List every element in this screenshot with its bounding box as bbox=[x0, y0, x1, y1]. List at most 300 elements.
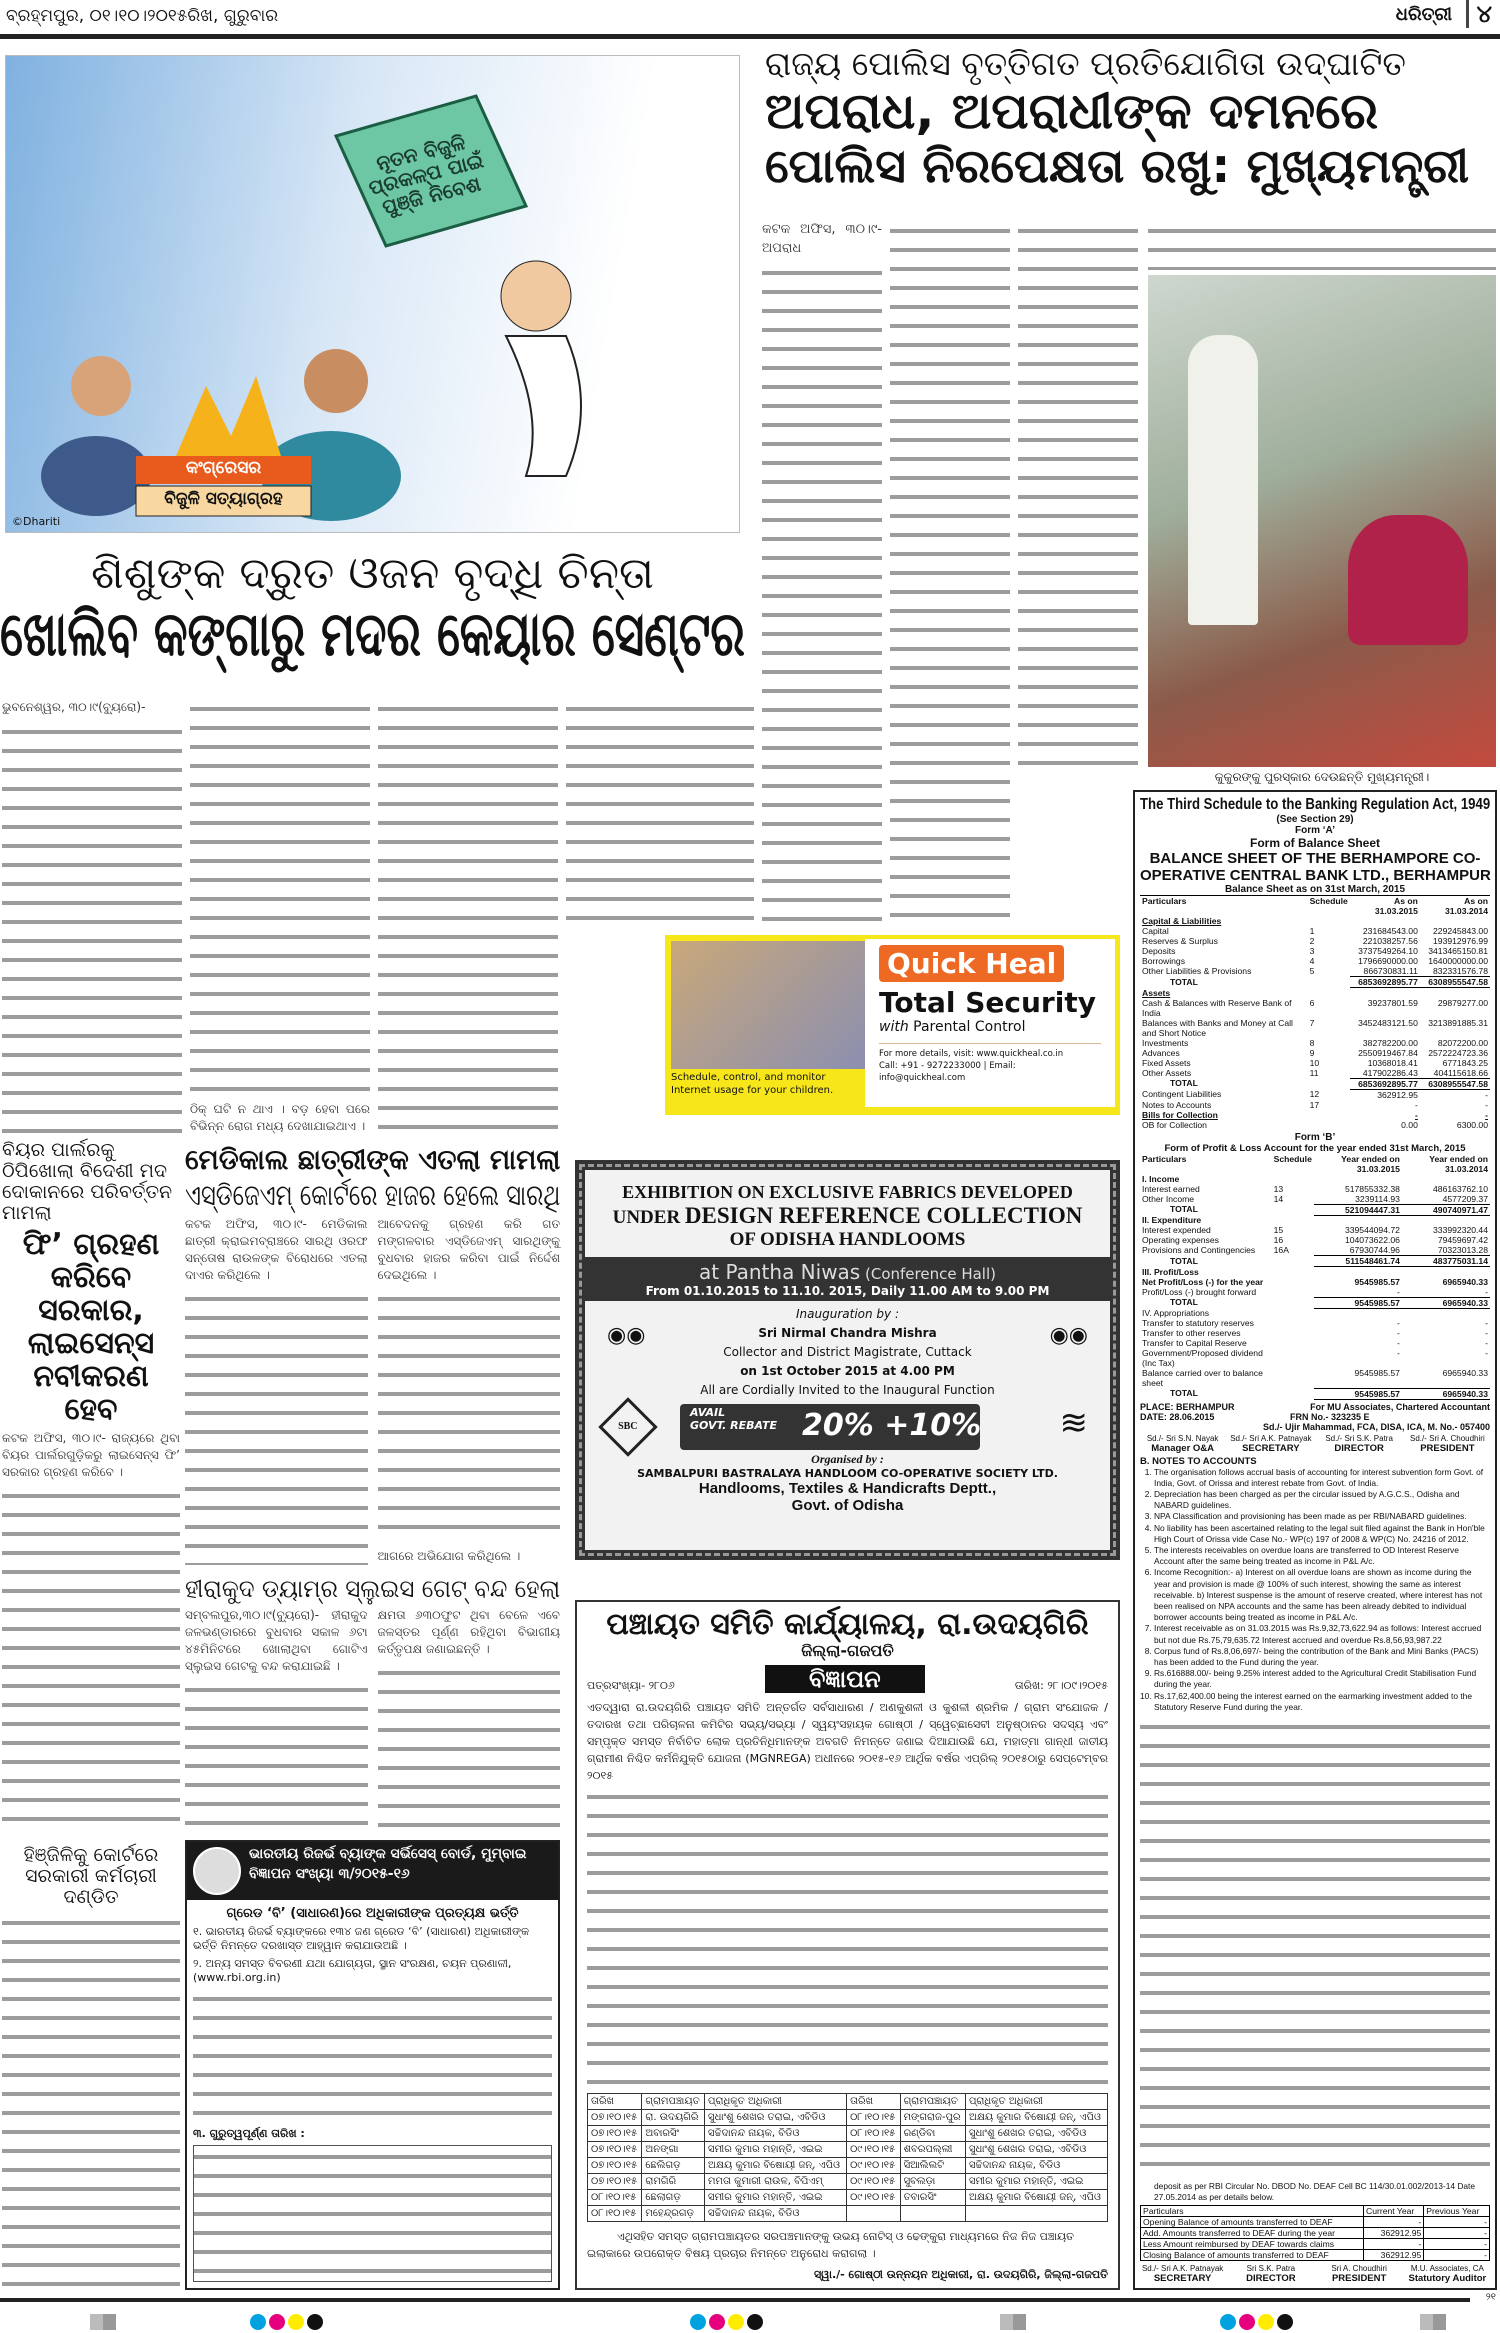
bs-deaf-intro: deposit as per RBI Circular No. DBOD No. DEAF Cell BC 114/30.01.002/2013-14 Date 27.05.2014 as per details below. bbox=[1154, 2180, 1476, 2202]
table-cell: OB for Collection bbox=[1142, 1119, 1207, 1130]
table-cell: - bbox=[1415, 1109, 1418, 1120]
table-cell: Profit/Loss (-) brought forward bbox=[1142, 1286, 1257, 1297]
exh-venue: at Pantha Niwas bbox=[699, 1260, 861, 1284]
panchayat-notice bbox=[575, 1600, 1120, 2290]
table-cell: 362912.95 bbox=[1364, 2250, 1424, 2261]
ad-details[interactable]: For more details, visit: www.quickheal.co.in bbox=[879, 1049, 1064, 1059]
table-cell: - bbox=[1485, 1318, 1488, 1328]
table-cell: ମହେନ୍ଦ୍ରଗଡ଼ bbox=[642, 2206, 705, 2222]
table-row bbox=[1140, 1110, 1490, 1120]
table-cell: 13 bbox=[1273, 1183, 1284, 1194]
note-item: 6. Income Recognition:- a) Interest on all overdue loans are shown as income during the year and provision is made @ 100% of such interest, showing the same as interest receivable. b) Interest suspense is the amount of reserve created, where interest has not been realised on NPA accounts and the same has been already debited to individual borrower accounts being treated as income in P&L A/c. bbox=[1154, 1567, 1490, 1623]
table-cell bbox=[1402, 1174, 1490, 1184]
durga-eyes-icon-right: ◉◉ bbox=[1049, 1322, 1088, 1347]
table-cell: ସମୀର କୁମାର ମହାନ୍ତି, ଏଇଇ bbox=[965, 2174, 1107, 2190]
exhibition-ad[interactable] bbox=[575, 1160, 1120, 1560]
column-header: Current Year bbox=[1364, 2206, 1424, 2217]
table-cell: - bbox=[1424, 2228, 1490, 2239]
table-cell: TOTAL bbox=[1170, 976, 1198, 987]
signatory bbox=[1405, 2264, 1490, 2284]
panchayat-body: ଏତଦ୍ୱାରା ରା.ଉଦୟଗିରି ପଞ୍ଚାୟତ ସମିତି ଅନ୍ତର୍ଗତ ସର୍ବସାଧାରଣ / ଅଣକୁଶଳୀ ଓ କୁଶଳୀ ଶ୍ରମିକ / ଗ୍ରାମ ସଂଯୋଜକ / ତଦାରଖ ତଥା ପରିଚାଳନା କମିଟିର ସଭ୍ୟ/ସଭ୍ୟା / ସ୍ୱୟଂସହାୟକ ଗୋଷ୍ଠୀ / ସ୍ୱେଚ୍ଛାସେବୀ ଅନୁଷ୍ଠାନର ସଦସ୍ୟ ଏବଂ ସମ୍ପୃକ୍ତ ସମସ୍ତ ନିର୍ବାଚିତ ଲୋକ ପ୍ରତିନିଧିମାନଙ୍କ ଅବଗତି ନିମନ୍ତେ ଜଣାଇ ଦିଆଯାଉଛି ଯେ, ମହାତ୍ମା ଗାନ୍ଧୀ ଜାତୀୟ ଗ୍ରାମୀଣ ନିଶ୍ଚିତ କର୍ମନିଯୁକ୍ତି ଯୋଜନା (MGNREGA) ଅଧୀନରେ ୨୦୧୫-୧୬ ଆର୍ଥିକ ବର୍ଷର ଏପ୍ରିଲ୍ ୨୦୧୫ଠାରୁ ସେପ୍ଟେମ୍ବର ୨୦୧୫ bbox=[587, 1701, 1108, 1782]
table-cell: - bbox=[1485, 1089, 1488, 1100]
table-cell: - bbox=[1485, 1338, 1488, 1348]
column-header: Year ended on 31.03.2015 bbox=[1341, 1153, 1400, 1174]
table-cell: 362912.95 bbox=[1377, 1089, 1418, 1100]
table-cell: Interest earned bbox=[1142, 1183, 1200, 1194]
panchayat-letter-no: ପତ୍ରସଂଖ୍ୟା- ୨୮୦୬ bbox=[587, 1679, 675, 1692]
table-row bbox=[1141, 2250, 1490, 2261]
bs-frn: FRN No.- 323235 E bbox=[1290, 1411, 1370, 1422]
exh-invite: All are Cordially Invited to the Inaugural Function bbox=[700, 1383, 995, 1397]
signatory bbox=[1228, 2264, 1313, 2284]
signatory-name: Sd./- Sri S.N. Nayak bbox=[1146, 1433, 1219, 1443]
table-cell: ସୁଧାଂଶୁ ଶେଖର ତରାଇ, ଏବିଡିଓ bbox=[965, 2126, 1107, 2142]
table-cell: Advances bbox=[1142, 1047, 1180, 1058]
table-cell: 521094447.31 bbox=[1314, 1204, 1402, 1215]
signatory bbox=[1228, 1434, 1313, 1454]
registration-dot bbox=[288, 2314, 304, 2330]
signatory bbox=[1317, 1434, 1402, 1454]
table-row bbox=[1140, 1058, 1490, 1068]
exh-inaugurator: Sri Nirmal Chandra Mishra bbox=[758, 1326, 937, 1340]
ad-contact[interactable]: Call: +91 - 9272233000 | Email: info@quickheal.com bbox=[879, 1061, 1016, 1083]
rbi-item-3: ୩. ଗୁରୁତ୍ୱପୂର୍ଣ୍ଣ ତାରିଖ : bbox=[193, 2127, 305, 2140]
table-cell: 9545985.57 bbox=[1354, 1368, 1400, 1378]
panchayat-signature: ସ୍ୱା./- ଗୋଷ୍ଠୀ ଉନ୍ନୟନ ଅଧିକାରୀ, ରା. ଉଦୟଗିରି, ଜିଲ୍ଲା-ଗଜପତି bbox=[813, 2268, 1108, 2281]
table-cell: 866730831.11 bbox=[1363, 966, 1418, 976]
note-item: 9. Rs.616888.00/- being 9.25% interest added to the Agricultural Credit Stabilisation Fund during the year. bbox=[1154, 1668, 1490, 1690]
table-row bbox=[1140, 936, 1490, 946]
registration-dot bbox=[690, 2314, 706, 2330]
table-cell bbox=[1402, 1308, 1490, 1318]
table-row bbox=[1140, 1368, 1490, 1388]
note-item: 5. The interests receivables on overdue loans are transferred to OD Interest Reserve Account after the same being treated as income in P&L A/c. bbox=[1154, 1545, 1490, 1567]
column-header: ଗ୍ରାମପଞ୍ଚାୟତ bbox=[642, 2094, 705, 2110]
table-cell: Other Liabilities & Provisions bbox=[1142, 966, 1252, 976]
table-cell: ସୁଧାଂଶୁ ଶେଖର ତରାଇ, ଏବିଡିଓ bbox=[965, 2142, 1107, 2158]
table-cell: - bbox=[1397, 1286, 1400, 1297]
ad-brand: Quick Heal bbox=[879, 945, 1064, 982]
table-row bbox=[1140, 1388, 1490, 1399]
lead-dateline: କଟକ ଅଫିସ, ୩୦।୯- ଅପରାଧ bbox=[762, 222, 882, 256]
table-cell bbox=[1314, 1174, 1402, 1184]
bs-section: (See Section 29) bbox=[1276, 814, 1354, 825]
table-cell: ତବାରସିଂ bbox=[900, 2190, 965, 2206]
table-cell: 6965940.33 bbox=[1402, 1297, 1490, 1308]
kangaroo-col4 bbox=[566, 698, 754, 925]
table-cell: TOTAL bbox=[1170, 1297, 1198, 1307]
table-row bbox=[1140, 1287, 1490, 1298]
table-cell bbox=[1402, 1215, 1490, 1225]
table-cell: ସୁଧାଂଶୁ ଶେଖର ତରାଇ, ଏବିଡିଓ bbox=[705, 2110, 847, 2126]
table-cell: ଅକ୍ଷୟ କୁମାର ବିଷୋୟୀ ଜନ୍, ଏପିଓ bbox=[965, 2110, 1107, 2126]
table-cell bbox=[1308, 916, 1350, 926]
note-item: 7. Interest receivable as on 31.03.2015 was Rs.9,32,73,622.94 as follows: Interest accrued but not due Rs.75,79,635.72 Interest accrued and overdue Rs.8,56,93,987.22 bbox=[1154, 1623, 1490, 1645]
table-cell: 6308955547.58 bbox=[1420, 977, 1490, 988]
table-row bbox=[1140, 956, 1490, 966]
court-headline: ହିଞ୍ଜିଳିକୁ କୋର୍ଟରେ ସରକାରୀ କର୍ମଚାରୀ ଦଣ୍ଡିତ bbox=[23, 1844, 159, 1908]
table-cell: - bbox=[1424, 2239, 1490, 2250]
table-row bbox=[1140, 977, 1490, 988]
cartoon-credit: ©Dhariti bbox=[12, 515, 61, 528]
table-cell: - bbox=[1364, 2239, 1424, 2250]
table-cell: Provisions and Contingencies bbox=[1142, 1245, 1256, 1255]
table-cell bbox=[1350, 988, 1420, 998]
table-cell: 1796690000.00 bbox=[1358, 956, 1418, 966]
bs-bank-1: BALANCE SHEET OF THE BERHAMPORE CO- bbox=[1149, 850, 1481, 867]
kangaroo-col1-block bbox=[2, 698, 182, 1133]
table-row bbox=[1140, 1297, 1490, 1308]
table-row bbox=[1140, 1348, 1490, 1368]
table-row bbox=[1140, 946, 1490, 956]
table-row bbox=[1140, 1225, 1490, 1235]
cartoon-drawing bbox=[6, 56, 741, 534]
header-rule bbox=[0, 34, 1500, 39]
table-cell: 39237801.59 bbox=[1367, 997, 1418, 1008]
hirakud-headline: ହୀରାକୁଦ ଡ୍ୟାମ୍‌ର ସ୍ଲୁଇସ ଗେଟ୍ ବନ୍ଦ ହେଲା bbox=[185, 1574, 561, 1603]
table-cell: ଅକ୍ଷୟ କୁମାର ବିଷୋୟୀ ଜନ୍, ଏପିଓ bbox=[965, 2190, 1107, 2206]
profit-loss-table bbox=[1140, 1154, 1490, 1400]
table-cell: 832331576.78 bbox=[1433, 966, 1488, 976]
table-row bbox=[1140, 1018, 1490, 1038]
kangaroo-col3 bbox=[378, 698, 558, 1135]
bs-auditor: For MU Associates, Chartered Accountant bbox=[1310, 1401, 1490, 1412]
table-cell bbox=[1308, 1120, 1350, 1130]
bs-notes-list bbox=[1140, 1467, 1490, 1713]
table-row bbox=[588, 2126, 1108, 2142]
table-cell: 9545985.57 bbox=[1314, 1388, 1402, 1399]
table-cell: Investments bbox=[1142, 1037, 1189, 1048]
table-cell: Transfer to statutory reserves bbox=[1142, 1318, 1254, 1328]
table-cell: 79459697.42 bbox=[1437, 1235, 1488, 1245]
table-row bbox=[1141, 2217, 1490, 2228]
table-cell: - bbox=[1485, 1099, 1488, 1110]
exh-govt: Govt. of Odisha bbox=[791, 1497, 904, 1514]
table-cell: Capital & Liabilities bbox=[1142, 916, 1222, 926]
cartoon-sign-line1: କଂଗ୍ରେସର bbox=[185, 458, 262, 478]
medical-text-2 bbox=[378, 1288, 561, 1544]
table-cell bbox=[1272, 1204, 1314, 1215]
table-cell: TOTAL bbox=[1170, 1255, 1198, 1266]
registration-dot bbox=[1277, 2314, 1293, 2330]
table-cell: ସମୀର କୁମାର ମହାନ୍ତି, ଏଇଇ bbox=[705, 2190, 847, 2206]
medical-story bbox=[185, 1145, 560, 1565]
gray-patch bbox=[1000, 2314, 1026, 2330]
registration-dot bbox=[269, 2314, 285, 2330]
table-cell: ୦୮।୧୦।୧୫ bbox=[588, 2206, 642, 2222]
lead-text-col4 bbox=[1148, 220, 1496, 270]
quickheal-ad[interactable] bbox=[665, 935, 1120, 1115]
table-cell: 82072200.00 bbox=[1437, 1037, 1488, 1048]
signatory-role: DIRECTOR bbox=[1246, 2273, 1296, 2284]
table-cell: 2572224723.36 bbox=[1428, 1047, 1488, 1058]
newspaper-logo: ଧରିତ୍ରୀ bbox=[1395, 4, 1452, 25]
table-cell: 5 bbox=[1309, 966, 1315, 976]
panchayat-date: ତାରିଖ: ୨୮।୦୯।୨୦୧୫ bbox=[1014, 1679, 1108, 1692]
bs-pl-title: Form of Profit & Loss Account for the year ended 31st March, 2015 bbox=[1164, 1142, 1466, 1154]
table-cell bbox=[900, 2206, 965, 2222]
exh-line2a: UNDER bbox=[612, 1207, 685, 1228]
rbi-subtitle: ଗ୍ରେଡ ‘ବି’ (ସାଧାରଣ)ରେ ଅଧିକାରୀଙ୍କ ପ୍ରତ୍ୟକ୍ଷ ଭର୍ତ୍ତି bbox=[226, 1906, 519, 1921]
table-cell: 6965940.33 bbox=[1442, 1276, 1488, 1287]
table-cell: 362912.95 bbox=[1364, 2228, 1424, 2239]
table-cell: 483775031.14 bbox=[1402, 1256, 1490, 1267]
medical-lede: କଟକ ଅଫିସ, ୩୦।୯- ମେଡିକାଲ ଛାତ୍ରୀ କ୍ରାଇମବ୍ରାଞ୍ଚରେ ସାରଥି ଓରଫ ସନ୍ତୋଷ ରାଉଳଙ୍କ ବିରୋଧରେ ଏତଲା ଦାଏର କରିଥିଲେ । bbox=[185, 1216, 368, 1282]
lead-headline-1: ଅପରାଧ, ଅପରାଧୀଙ୍କ ଦମନରେ bbox=[765, 82, 1379, 141]
table-cell: TOTAL bbox=[1170, 1204, 1198, 1214]
rbi-item-2: ୨. ଅନ୍ୟ ସମସ୍ତ ବିବରଣୀ ଯଥା ଯୋଗ୍ୟତା, ସ୍ଥାନ ସଂରକ୍ଷଣ, ଚୟନ ପ୍ରଣାଳୀ, (www.rbi.org.in) bbox=[193, 1957, 512, 1984]
table-row bbox=[1140, 1038, 1490, 1048]
table-cell: Interest expended bbox=[1142, 1225, 1211, 1235]
column-header: As on 31.03.2014 bbox=[1444, 896, 1488, 916]
table-cell: 70323013.28 bbox=[1437, 1245, 1488, 1255]
exh-inaug-time: on 1st October 2015 at 4.00 PM bbox=[740, 1364, 955, 1378]
table-cell: Add. Amounts transferred to DEAF during the year bbox=[1141, 2228, 1364, 2239]
court-story bbox=[2, 1845, 180, 2290]
table-cell: 3737549264.10 bbox=[1358, 946, 1418, 956]
sbc-logo: SBC bbox=[618, 1420, 638, 1432]
table-cell bbox=[1402, 1267, 1490, 1277]
table-cell: 67930744.96 bbox=[1349, 1245, 1400, 1255]
table-cell: ୦୭।୧୦।୧୫ bbox=[588, 2158, 642, 2174]
signatory bbox=[1317, 2264, 1402, 2284]
table-cell: Other Assets bbox=[1142, 1067, 1192, 1078]
kangaroo-col2-block bbox=[190, 698, 370, 1135]
table-cell: - bbox=[1485, 1348, 1488, 1358]
signatory-name: Sd./- Sri A.K. Patnayak bbox=[1141, 2264, 1224, 2273]
table-row bbox=[1140, 1184, 1490, 1194]
ad-feature: Parental Control bbox=[913, 1019, 1026, 1035]
registration-marks bbox=[0, 2312, 1500, 2332]
table-cell: Opening Balance of amounts transferred to DEAF bbox=[1141, 2217, 1364, 2228]
table-cell: 3452483121.50 bbox=[1358, 1017, 1418, 1028]
column-header: ତାରିଖ bbox=[588, 2094, 642, 2110]
table-cell: Notes to Accounts bbox=[1142, 1099, 1212, 1110]
table-cell: Deposits bbox=[1142, 946, 1176, 956]
table-cell: Borrowings bbox=[1142, 956, 1185, 966]
table-row bbox=[1140, 1318, 1490, 1328]
rbi-title: ଭାରତୀୟ ରିଜର୍ଭ ବ୍ୟାଙ୍କ ସର୍ଭିସେସ୍ ବୋର୍ଡ, ମୁମ୍ବାଇ bbox=[249, 1846, 527, 1862]
table-cell bbox=[1308, 988, 1350, 998]
table-cell: Balances with Banks and Money at Call and Short Notice bbox=[1142, 1017, 1293, 1038]
lead-text-col2 bbox=[890, 220, 1010, 930]
table-cell bbox=[1272, 1368, 1314, 1388]
signatory bbox=[1140, 1434, 1225, 1454]
exh-line3: OF ODISHA HANDLOOMS bbox=[729, 1229, 966, 1250]
table-cell bbox=[1308, 1078, 1350, 1089]
table-cell: Operating expenses bbox=[1142, 1235, 1219, 1245]
exh-dept: Handlooms, Textiles & Handicrafts Deptt., bbox=[698, 1480, 997, 1497]
table-cell: ରଣ୍ଡିବା bbox=[900, 2126, 965, 2142]
table-cell: Closing Balance of amounts transferred to DEAF bbox=[1141, 2250, 1364, 2261]
table-cell: - bbox=[1485, 1109, 1488, 1120]
table-row bbox=[1140, 1204, 1490, 1215]
note-item: 2. Depreciation has been charged as per the circular issued by A.G.C.S., Odisha and NABARD guidelines. bbox=[1154, 1489, 1490, 1511]
table-cell bbox=[1272, 1297, 1314, 1308]
table-cell bbox=[847, 2206, 901, 2222]
kangaroo-col2 bbox=[190, 698, 370, 1097]
rbi-recruitment-ad[interactable] bbox=[185, 1840, 560, 2290]
table-row bbox=[1140, 988, 1490, 998]
table-cell: 1640000000.00 bbox=[1428, 956, 1488, 966]
hirakud-lede: ସମ୍ବଲପୁର,୩୦।୯(ବ୍ୟୁରୋ)- ହୀରାକୁଦ ଜଳଭଣ୍ଡାରରେ ବୁଧବାର ସକାଳ ୬ଟା ୪୫ମିନିଟରେ ଖୋଲାଥିବା ଗୋଟିଏ ସ୍ଲୁଇସ ଗେଟକୁ ବନ୍ଦ କରାଯାଇଛି । bbox=[185, 1607, 368, 1673]
table-cell: Assets bbox=[1142, 987, 1171, 998]
page-number: ୪ bbox=[1466, 0, 1492, 28]
table-cell: 14 bbox=[1273, 1193, 1284, 1204]
table-cell: 29879277.00 bbox=[1437, 997, 1488, 1008]
panchayat-district: ଜିଲ୍ଲା-ଗଜପତି bbox=[801, 1641, 894, 1660]
table-cell: 12 bbox=[1309, 1089, 1320, 1099]
table-cell: 6965940.33 bbox=[1442, 1368, 1488, 1378]
table-row bbox=[1141, 2239, 1490, 2250]
table-cell: 10 bbox=[1309, 1057, 1320, 1068]
table-cell: - bbox=[1397, 1328, 1400, 1338]
table-cell: 8 bbox=[1309, 1037, 1315, 1048]
gray-patch bbox=[90, 2314, 116, 2330]
column-header: Schedule bbox=[1309, 896, 1348, 906]
hirakud-text-2 bbox=[378, 1662, 561, 1834]
kangaroo-heading-block bbox=[0, 550, 745, 690]
table-cell: ରା. ଉଦୟଗିରି bbox=[642, 2110, 705, 2126]
table-cell: 0.00 bbox=[1401, 1119, 1418, 1130]
signatory-role: PRESIDENT bbox=[1331, 2273, 1387, 2284]
table-cell: ୦୮।୧୦।୧୫ bbox=[847, 2110, 901, 2126]
table-cell: 6308955547.58 bbox=[1420, 1078, 1490, 1089]
signatory-role: Statutory Auditor bbox=[1408, 2273, 1487, 2284]
note-item: 4. No liability has been ascertained relating to the legal suit filed against the Bank in Hon'ble High Court of Orissa vide Case No.- WP(c) 197 of 2008 & WP(C) No. 24216 of 2012. bbox=[1154, 1523, 1490, 1545]
column-header: Year ended on 31.03.2014 bbox=[1429, 1153, 1488, 1174]
bs-date: DATE: 28.06.2015 bbox=[1140, 1411, 1215, 1422]
table-cell: 490740971.47 bbox=[1402, 1204, 1490, 1215]
table-row bbox=[588, 2110, 1108, 2126]
table-cell bbox=[1272, 1328, 1314, 1338]
table-cell: 4577209.37 bbox=[1442, 1193, 1488, 1204]
table-cell: 3413465150.81 bbox=[1428, 946, 1488, 956]
kangaroo-headline: ଖୋଲିବ କଙ୍ଗାରୁ ମଦର କେୟାର ସେଣ୍ଟର bbox=[0, 597, 745, 671]
table-cell: 229245843.00 bbox=[1433, 926, 1488, 936]
balance-sheet-notice bbox=[1133, 790, 1497, 2290]
exh-organised-by: Organised by : bbox=[811, 1452, 884, 1466]
table-cell: Contingent Liabilities bbox=[1142, 1089, 1222, 1099]
exh-dates: From 01.10.2015 to 11.10. 2015, Daily 11.00 AM to 9.00 PM bbox=[645, 1284, 1050, 1298]
signatory-name: Sd./- Sri A. Choudhiri bbox=[1410, 1433, 1485, 1443]
gray-patch bbox=[1420, 2314, 1446, 2330]
lead-text-col1 bbox=[762, 262, 882, 930]
table-cell: - bbox=[1415, 1099, 1418, 1110]
table-cell bbox=[1272, 1308, 1314, 1318]
exh-avail: AVAIL bbox=[690, 1406, 726, 1419]
table-cell: - bbox=[1424, 2250, 1490, 2261]
table-cell: ୦୭।୧୦।୧୫ bbox=[588, 2110, 642, 2126]
table-cell bbox=[965, 2206, 1107, 2222]
bs-auditor-sign: Sd./- Ujir Mahammad, FCA, DISA, ICA, M. No.- 057400 bbox=[1262, 1421, 1490, 1432]
bs-notes-title: B. NOTES TO ACCOUNTS bbox=[1140, 1455, 1257, 1467]
lead-photo-caption: କୁକୁରଙ୍କୁ ପୁରସ୍କାର ଦେଉଛନ୍ତି ମୁଖ୍ୟମନ୍ତ୍ରୀ। bbox=[1214, 770, 1430, 784]
panchayat-schedule-table bbox=[587, 2093, 1108, 2222]
table-cell: Less Amount reimbursed by DEAF towards claims bbox=[1141, 2239, 1364, 2250]
balance-sheet-table bbox=[1140, 896, 1490, 1130]
table-cell: 9545985.57 bbox=[1314, 1297, 1402, 1308]
table-cell: 11 bbox=[1309, 1067, 1319, 1078]
table-cell: ସିଆଲିଲଟି bbox=[900, 2158, 965, 2174]
table-cell: ସଚ୍ଚିଦାନନ୍ଦ ନାୟକ, ବିଡିଓ bbox=[705, 2126, 847, 2142]
table-row bbox=[1140, 1089, 1490, 1100]
exh-rebate-label: GOVT. REBATE bbox=[690, 1419, 777, 1432]
exh-inaug-label: Inauguration by : bbox=[796, 1307, 899, 1321]
table-cell: 3239114.93 bbox=[1355, 1193, 1400, 1204]
rbi-dates-table bbox=[193, 2145, 552, 2282]
table-row bbox=[588, 2174, 1108, 2190]
table-cell: 382782200.00 bbox=[1362, 1037, 1418, 1048]
column-header: As on 31.03.2015 bbox=[1374, 896, 1418, 916]
table-cell: 486163762.10 bbox=[1433, 1183, 1488, 1194]
table-cell: ସଚ୍ଚିଦାନନ୍ଦ ନାୟକ, ବିଡିଓ bbox=[965, 2158, 1107, 2174]
table-cell: 3 bbox=[1309, 946, 1315, 956]
table-cell: 231684543.00 bbox=[1362, 926, 1418, 936]
dateline: ବ୍ରହ୍ମପୁର, ୦୧।୧୦।୨୦୧୫ରିଖ, ଗୁରୁବାର bbox=[6, 6, 279, 26]
table-cell: 221038257.56 bbox=[1362, 936, 1418, 946]
table-cell bbox=[1272, 1256, 1314, 1267]
cartoon-sign-line2: ବିଜୁଳି ସତ୍ୟାଗ୍ରହ bbox=[164, 489, 283, 509]
table-cell bbox=[1272, 1174, 1314, 1184]
registration-dot bbox=[250, 2314, 266, 2330]
table-cell: 9545985.57 bbox=[1354, 1276, 1400, 1287]
table-cell: 3213891885.31 bbox=[1428, 1017, 1488, 1028]
signatory-role: PRESIDENT bbox=[1420, 1442, 1475, 1454]
beer-text bbox=[2, 1485, 180, 1835]
bs-notes-continued bbox=[1140, 1716, 1490, 2178]
table-cell: IV. Appropriations bbox=[1142, 1308, 1210, 1318]
lead-text-col3 bbox=[1018, 220, 1138, 780]
table-cell: 16 bbox=[1273, 1235, 1284, 1245]
table-cell: 417902286.43 bbox=[1362, 1067, 1418, 1078]
column-header: Particulars bbox=[1141, 2206, 1364, 2217]
table-cell bbox=[1350, 916, 1420, 926]
bs-as-on: Balance Sheet as on 31st March, 2015 bbox=[1140, 884, 1490, 896]
person-figure bbox=[1188, 335, 1258, 625]
table-cell: II. Expenditure bbox=[1142, 1215, 1202, 1225]
ad-product: Total Security bbox=[879, 986, 1096, 1019]
column-header: ପ୍ରାଧିକୃତ ଅଧିକାରୀ bbox=[965, 2094, 1107, 2110]
table-cell: - bbox=[1397, 1318, 1400, 1328]
table-cell: ୦୯।୧୦।୧୫ bbox=[847, 2190, 901, 2206]
column-header: ପ୍ରାଧିକୃତ ଅଧିକାରୀ bbox=[705, 2094, 847, 2110]
exh-rebate: 20% +10% bbox=[802, 1408, 982, 1443]
panchayat-footer: ଏଥିସହିତ ସମସ୍ତ ଗ୍ରାମପଞ୍ଚାୟତର ସରପଞ୍ଚମାନଙ୍କୁ ଉଭୟ ନୋଟିସ୍ ଓ ଢେଙ୍କୁରା ମାଧ୍ୟମରେ ନିଜ ନିଜ ପଞ୍ଚାୟତ ଇଲାକାରେ ଉପରୋକ୍ତ ବିଷୟ ପ୍ରଚାର ନିମନ୍ତେ ଅନୁରୋଧ କରାଗଲା । bbox=[587, 2230, 1074, 2260]
signatory-name: Sri S.K. Patra bbox=[1246, 2264, 1296, 2273]
exh-line1: EXHIBITION ON EXCLUSIVE FABRICS DEVELOPED bbox=[622, 1182, 1073, 1202]
table-row bbox=[1140, 1328, 1490, 1338]
table-cell: 16A bbox=[1273, 1245, 1289, 1255]
signatory-name: Sd./- Sri S.K. Patra bbox=[1325, 1433, 1393, 1443]
signatory-name: M.U. Associates, CA bbox=[1410, 2264, 1484, 2273]
table-cell: ଅକ୍ଷୟ କୁମାର ବିଷୋୟୀ ଜନ୍, ଏପିଓ bbox=[705, 2158, 847, 2174]
table-row bbox=[1140, 1235, 1490, 1245]
table-cell: 2 bbox=[1309, 936, 1315, 946]
table-cell: ୦୭।୧୦।୧୫ bbox=[588, 2142, 642, 2158]
table-row bbox=[588, 2142, 1108, 2158]
table-cell: ୦୯।୧୦।୧୫ bbox=[847, 2142, 901, 2158]
beer-lede: କଟକ ଅଫିସ, ୩୦।୯- ରାଜ୍ୟରେ ଥିବା ବିୟର ପାର୍ଲରଗୁଡ଼ିକରୁ ଲାଇସେନ୍ସ ଫି’ ସରକାର ଗ୍ରହଣ କରିବେ । bbox=[2, 1430, 180, 1479]
table-cell bbox=[1272, 1338, 1314, 1348]
bs-title: The Third Schedule to the Banking Regulation Act, 1949 bbox=[1140, 796, 1491, 813]
column-header: ତାରିଖ bbox=[847, 2094, 901, 2110]
bs-form-title: Form of Balance Sheet bbox=[1249, 836, 1381, 850]
bs-form-a: Form ‘A’ bbox=[1294, 825, 1335, 836]
medical-lede-2: ଆବେଦନକୁ ଗ୍ରହଣ କରି ଗତ ମଙ୍ଗଳବାର ଏସ୍‌ଡିଜେଏମ୍ ସାରଥିଙ୍କୁ ବୁଧବାର ହାଜର କରିବା ପାଇଁ ନିର୍ଦ୍ଦେଶ ଦେଇଥିଲେ । bbox=[377, 1216, 560, 1282]
cartoon-bucket-text: ନୂତନ ବିଜୁଳି ପ୍ରକଳ୍ପ ପାଇଁ ପୁଞ୍ଜି ନିବେଶ bbox=[366, 130, 486, 220]
footer-rule bbox=[0, 2298, 1470, 2302]
